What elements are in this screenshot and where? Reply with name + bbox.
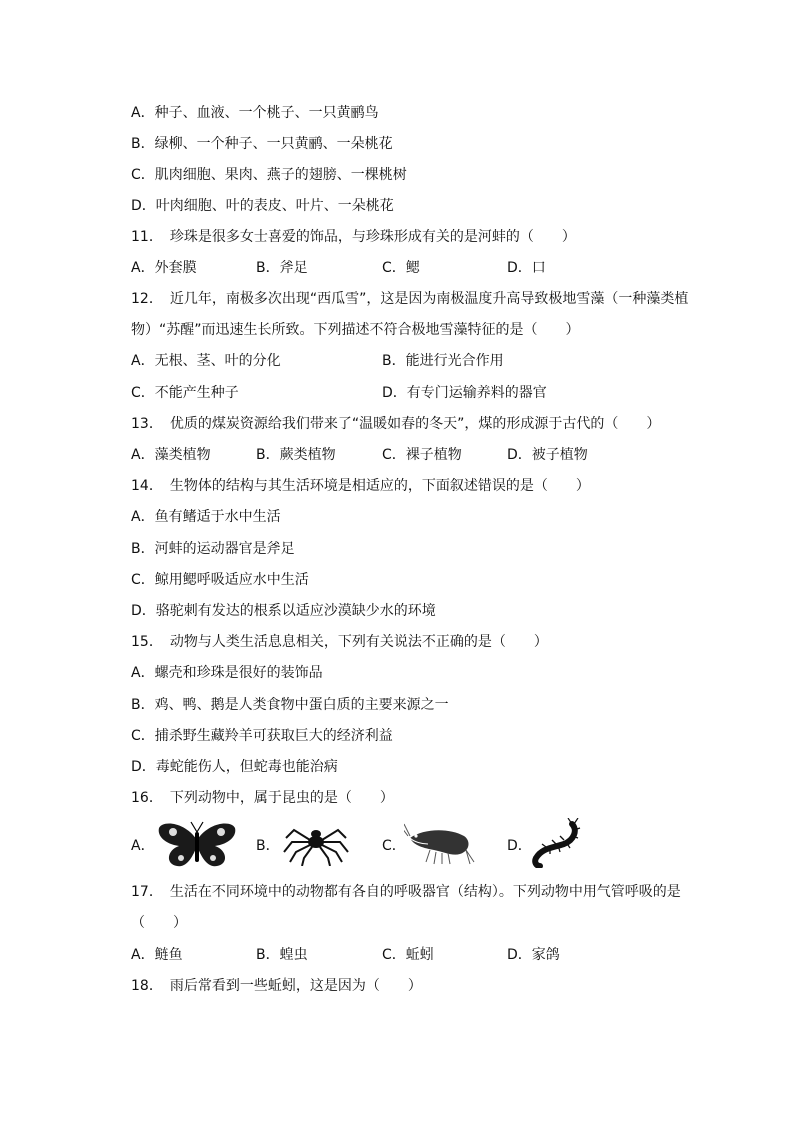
q17-option-b: B．蝗虫 bbox=[256, 947, 308, 963]
q12-option-b: B．能进行光合作用 bbox=[382, 353, 504, 369]
q14-option-a: A．鱼有鳍适于水中生活 bbox=[131, 509, 281, 525]
q10-option-c: C．肌肉细胞、果肉、燕子的翅膀、一棵桃树 bbox=[131, 167, 407, 183]
q16-option-d: D． bbox=[507, 838, 532, 854]
q12-option-c: C．不能产生种子 bbox=[131, 385, 239, 401]
q16-option-c: C． bbox=[382, 838, 406, 854]
shrimp-icon bbox=[404, 822, 478, 866]
q11-option-c: C．鳃 bbox=[382, 260, 420, 276]
q11-stem: 11． 珍珠是很多女士喜爱的饰品，与珍珠形成有关的是河蚌的（ ） bbox=[131, 229, 576, 245]
spider-icon bbox=[280, 820, 352, 866]
q12-option-d: D．有专门运输养料的器官 bbox=[382, 385, 547, 401]
q13-option-d: D．被子植物 bbox=[507, 447, 588, 463]
q15-option-a: A．螺壳和珍珠是很好的装饰品 bbox=[131, 665, 323, 681]
q12-stem-line1: 12． 近几年，南极多次出现“西瓜雪”，这是因为南极温度升高导致极地雪藻（一种藻类植 bbox=[131, 291, 689, 307]
q15-option-c: C．捕杀野生藏羚羊可获取巨大的经济利益 bbox=[131, 728, 393, 744]
q14-option-d: D．骆驼刺有发达的根系以适应沙漠缺少水的环境 bbox=[131, 603, 436, 619]
q13-option-b: B．蕨类植物 bbox=[256, 447, 336, 463]
q16-option-a: A． bbox=[131, 838, 155, 854]
q17-option-d: D．家鸽 bbox=[507, 947, 560, 963]
q14-option-c: C．鲸用鳃呼吸适应水中生活 bbox=[131, 572, 309, 588]
q13-option-a: A．藻类植物 bbox=[131, 447, 211, 463]
q13-option-c: C．裸子植物 bbox=[382, 447, 462, 463]
q16-stem: 16． 下列动物中，属于昆虫的是（ ） bbox=[131, 790, 394, 806]
q16-option-b: B． bbox=[256, 838, 280, 854]
q17-stem-line1: 17． 生活在不同环境中的动物都有各自的呼吸器官（结构）。下列动物中用气管呼吸的是 bbox=[131, 884, 681, 900]
butterfly-icon bbox=[155, 818, 239, 870]
q18-stem: 18． 雨后常看到一些蚯蚓，这是因为（ ） bbox=[131, 978, 422, 994]
q11-option-d: D．口 bbox=[507, 260, 546, 276]
q17-stem-line2: （ ） bbox=[131, 915, 187, 931]
q11-option-a: A．外套膜 bbox=[131, 260, 197, 276]
q17-option-c: C．蚯蚓 bbox=[382, 947, 434, 963]
q12-option-a: A．无根、茎、叶的分化 bbox=[131, 353, 281, 369]
q10-option-d: D．叶肉细胞、叶的表皮、叶片、一朵桃花 bbox=[131, 198, 394, 214]
q11-option-b: B．斧足 bbox=[256, 260, 308, 276]
q15-stem: 15． 动物与人类生活息息相关，下列有关说法不正确的是（ ） bbox=[131, 634, 548, 650]
q14-option-b: B．河蚌的运动器官是斧足 bbox=[131, 541, 295, 557]
q12-stem-line2: 物）“苏醒”而迅速生长所致。下列描述不符合极地雪藻特征的是（ ） bbox=[131, 322, 580, 338]
centipede-icon bbox=[528, 818, 582, 868]
q15-option-d: D．毒蛇能伤人，但蛇毒也能治病 bbox=[131, 759, 338, 775]
q15-option-b: B．鸡、鸭、鹅是人类食物中蛋白质的主要来源之一 bbox=[131, 697, 449, 713]
q13-stem: 13． 优质的煤炭资源给我们带来了“温暖如春的冬天”，煤的形成源于古代的（ ） bbox=[131, 416, 661, 432]
q14-stem: 14． 生物体的结构与其生活环境是相适应的，下面叙述错误的是（ ） bbox=[131, 478, 590, 494]
q10-option-a: A．种子、血液、一个桃子、一只黄鹂鸟 bbox=[131, 105, 379, 121]
q10-option-b: B．绿柳、一个种子、一只黄鹂、一朵桃花 bbox=[131, 136, 393, 152]
q17-option-a: A．鲢鱼 bbox=[131, 947, 183, 963]
